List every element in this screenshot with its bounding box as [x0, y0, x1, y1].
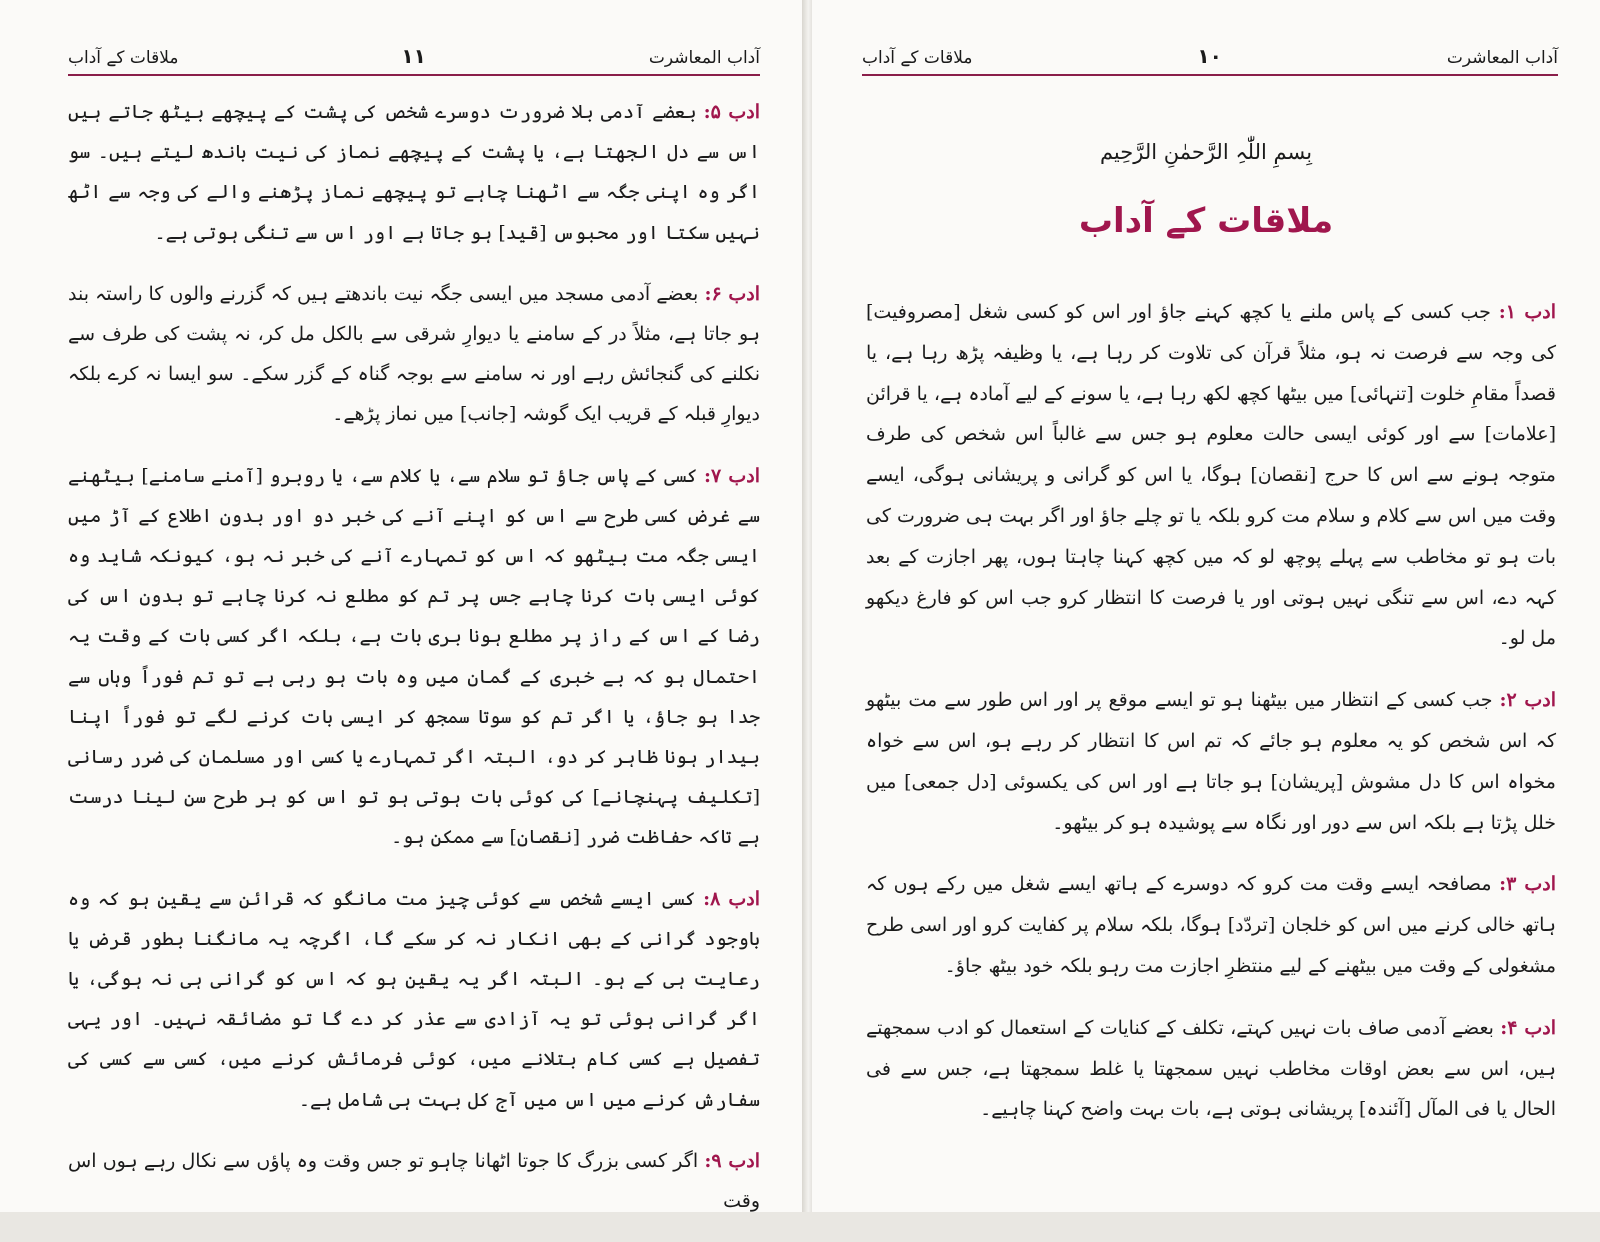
adab-label: ادب ۵:: [703, 101, 760, 123]
paragraph-text: بعضے آدمی صاف بات نہیں کہتے، تکلف کے کنایات کے استعمال کو ادب سمجھتے ہیں، اس سے بعض اوقات مخاطب نہیں سمجھتا یا غلط سمجھتا ہے، جس سے فی الحال یا فی المآل [آئندہ] پریشانی ہوتی ہے، بات بہت واضح کہنا چاہیے۔: [866, 1016, 1556, 1121]
paragraph-adab-9: [68, 1141, 760, 1221]
paragraph-adab-8: [68, 879, 760, 1120]
left-page: [0, 0, 806, 1212]
paragraph-text: جب کسی کے پاس ملنے یا کچھ کہنے جاؤ اور اس کو کسی شغل [مصروفیت] کی وجہ سے فرصت نہ ہو، مثلاً قرآن کی تلاوت کر رہا ہے، یا وظیفہ پڑھ رہا ہے، یا قصداً مقامِ خلوت [تنہائی] میں بیٹھا کچھ لکھ رہا ہے، یا سونے کے لیے آمادہ ہے، یا قرائن [علامات] سے اور کوئی ایسی حالت معلوم ہو جس سے غالباً اس شخص کی طرف متوجہ ہونے سے اس کا حرج [نقصان] ہوگا، یا اس کو گرانی و پریشانی ہوگی، ایسے وقت میں اس سے کلام و سلام مت کرو بلکہ یا تو چلے جاؤ اور اگر بہت ہی ضرورت کی بات ہو تو مخاطب سے پہلے پوچھ لو کہ میں کچھ کہنا چاہتا ہوں، پھر اجازت کے بعد کہہ دے، اس سے تنگی نہیں ہوتی اور یا فرصت کا انتظار کرو جب اس کو فارغ دیکھو مل لو۔: [866, 301, 1556, 650]
paragraph-adab-3: [866, 864, 1556, 986]
adab-label: ادب ۳:: [1499, 873, 1556, 896]
paragraph-adab-2: [866, 680, 1556, 843]
adab-label: ادب ۶:: [704, 282, 760, 305]
paragraph-adab-1: [866, 292, 1556, 659]
book-title: آداب المعاشرت: [648, 48, 760, 68]
paragraph-text: اگر کسی بزرگ کا جوتا اٹھانا چاہو تو جس وقت وہ پاؤں سے نکال رہے ہوں اس وقت: [68, 1149, 760, 1213]
paragraph-text: کسی کے پاس جاؤ تو سلام سے، یا کلام سے، یا روبرو [آمنے سامنے] بیٹھنے سے غرض کسی طرح سے اس کو اپنے آنے کی خبر دو اور بدون اطلاع کے آڑ میں ایسی جگہ مت بیٹھو کہ اس کو تمہارے آنے کی خبر نہ ہو، کیونکہ شاید وہ کوئی ایسی بات کرنا چاہے جس پر تم کو مطلع نہ کرنا چاہے تو بدون اس کی رضا کے اس کے راز پر مطلع ہونا بری بات ہے، بلکہ اگر کسی بات کے وقت یہ احتمال ہو کہ بے خبری کے گمان میں وہ بات ہو رہی ہے تو تم فوراً وہاں سے جدا ہو جاؤ، یا اگر تم کو سوتا سمجھ کر ایسی بات کرنے لگے تو فوراً اپنا بیدار ہونا ظاہر کر دو، البتہ اگر تمہارے یا کسی اور مسلمان کی ضرر رسانی [تکلیف پہنچانے] کی کوئی بات ہوتی ہو تو اس کو ہر طرح سن لینا درست ہے تاکہ حفاظت ضرر [نقصان] سے ممکن ہو۔: [68, 464, 760, 849]
page-number: ۱۰: [1197, 44, 1222, 68]
adab-label: ادب ۷:: [704, 464, 760, 487]
adab-label: ادب ۱:: [1498, 301, 1556, 323]
paragraph-adab-7: [68, 456, 760, 858]
chapter-title: ملاقات کے آداب: [862, 48, 973, 68]
adab-label: ادب ۴:: [1500, 1016, 1556, 1039]
book-title: آداب المعاشرت: [1446, 48, 1558, 68]
adab-label: ادب ۹:: [704, 1149, 760, 1172]
paragraph-text: مصافحہ ایسے وقت مت کرو کہ دوسرے کے ہاتھ ایسے شغل میں رکے ہوں کہ ہاتھ خالی کرنے میں اس کو خلجان [تردّد] ہوگا، بلکہ سلام پر کفایت کرو اور اسی طرح مشغولی کے وقت میں بیٹھنے کے لیے منتظرِ اجازت مت رہو بلکہ خود بیٹھ جاؤ۔: [866, 873, 1556, 977]
bismillah: بِسمِ اللّٰہِ الرَّحمٰنِ الرَّحِیم: [1099, 140, 1313, 164]
paragraph-adab-6: [68, 274, 760, 435]
adab-label: ادب ۸:: [703, 887, 760, 910]
paragraph-text: جب کسی کے انتظار میں بیٹھنا ہو تو ایسے موقع پر اور اس طور سے مت بیٹھو کہ اس شخص کو یہ معلوم ہو جائے کہ تم اس کا انتظار کر رہے ہو، اس سے خواہ مخواہ اس کا دل مشوش [پریشان] ہو جاتا ہے اور اس کی یکسوئی [دل جمعی] میں خلل پڑتا ہے بلکہ اس سے دور اور نگاہ سے پوشیدہ ہو کر بیٹھو۔: [866, 689, 1556, 834]
chapter-heading: ملاقات کے آداب: [1078, 201, 1334, 241]
paragraph-text: کسی ایسے شخص سے کوئی چیز مت مانگو کہ قرائن سے یقین ہو کہ وہ باوجود گرانی کے بھی انکار نہ کر سکے گا، اگرچہ یہ مانگنا بطور قرض یا رعایت ہی کے ہو۔ البتہ اگر یہ یقین ہو کہ اس کو گرانی ہی نہ ہوگی، یا اگر گرانی ہوئی تو یہ آزادی سے عذر کر دے گا تو مضائقہ نہیں۔ اور یہی تفصیل ہے کسی کام بتلانے میں، کوئی فرمائش کرنے میں، کسی سے کسی کی سفارش کرنے میں اس میں آج کل بہت ہی شامل ہے۔: [68, 887, 760, 1111]
right-page: [812, 0, 1600, 1212]
page-header: [68, 40, 760, 76]
paragraph-text: بعضے آدمی مسجد میں ایسی جگہ نیت باندھتے ہیں کہ گزرنے والوں کا راستہ بند ہو جاتا ہے، مثلاً در کے سامنے یا دیوارِ شرقی سے بالکل مل کر، نہ پشت کی طرف سے نکلنے کی گنجائش رہے اور نہ سامنے سے بوجہ گناہ کے گزر سکے۔ سو ایسا نہ کرے بلکہ دیوارِ قبلہ کے قریب ایک گوشہ [جانب] میں نماز پڑھے۔: [68, 282, 760, 426]
page-body: [866, 292, 1556, 1151]
page-body: [68, 92, 760, 1242]
page-header: [862, 40, 1558, 76]
adab-label: ادب ۲:: [1499, 689, 1556, 712]
paragraph-text: بعضے آدمی بلا ضرورت دوسرے شخص کی پشت کے پیچھے بیٹھ جاتے ہیں اس سے دل الجھتا ہے، یا پشت کے پیچھے نماز کی نیت باندھ لیتے ہیں۔ سو اگر وہ اپنی جگہ سے اٹھنا چاہے تو پیچھے نماز پڑھنے والے کی وجہ سے اٹھ نہیں سکتا اور محبوس [قید] ہو جاتا ہے اور اس سے تنگی ہوتی ہے۔: [68, 101, 760, 244]
paragraph-adab-4: [866, 1008, 1556, 1130]
page-number: ۱۱: [401, 44, 426, 68]
chapter-title: ملاقات کے آداب: [68, 48, 179, 68]
paragraph-adab-5: [68, 92, 760, 253]
